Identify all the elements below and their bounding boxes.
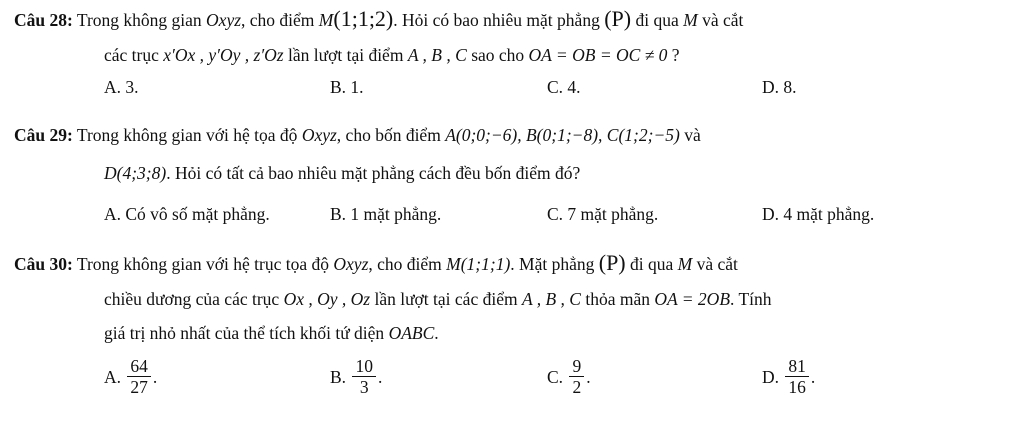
q29-option-a[interactable]: A. Có vô số mặt phẳng. xyxy=(104,204,270,224)
q30-option-b-fraction xyxy=(352,356,376,397)
q30-option-c-fraction xyxy=(569,356,584,397)
q30-math-points: A , B , C xyxy=(521,289,581,309)
q30-option-d[interactable]: D. $\frac{81}{16}$ . xyxy=(762,356,816,397)
q28-option-b[interactable]: B. 1. xyxy=(330,77,364,97)
q28-math-m: M xyxy=(318,10,334,30)
q28-line-1 xyxy=(14,8,743,31)
fraction-denominator: 16 xyxy=(788,377,806,397)
q28-text: . Hỏi có bao nhiêu mặt phẳng xyxy=(393,10,605,30)
q30-text: Trong không gian với hệ trục tọa độ xyxy=(72,254,334,274)
q28-option-a[interactable]: A. 3. xyxy=(104,77,139,97)
q29-text: . Hỏi có tất cả bao nhiêu mặt phẳng cách đều bốn điểm đó? xyxy=(166,163,581,183)
q30-line-2 xyxy=(104,288,772,310)
q30-line-1 xyxy=(14,252,738,275)
q30-text: . xyxy=(434,323,439,343)
fraction-numerator: 64 xyxy=(127,356,151,377)
q28-text: lần lượt tại điểm xyxy=(283,45,408,65)
q30-text: giá trị nhỏ nhất của thể tích khối tứ diện xyxy=(104,323,389,343)
q28-text: ? xyxy=(667,45,680,65)
q29-text: và xyxy=(679,125,701,145)
q28-text: các trục xyxy=(104,45,164,65)
q28-option-c[interactable]: C. 4. xyxy=(547,77,581,97)
q30-option-c[interactable]: C. $\frac{9}{2}$ . xyxy=(547,356,591,397)
q30-math-condition: OA = 2OB xyxy=(654,289,731,309)
fraction-denominator: 2 xyxy=(572,377,582,397)
q28-math-oxyz: Oxyz xyxy=(206,10,242,30)
q30-line-3 xyxy=(104,322,439,344)
fraction-denominator: 27 xyxy=(130,377,148,397)
q28-math-points: A , B , C xyxy=(407,45,467,65)
q30-math-oxyz: Oxyz xyxy=(333,254,369,274)
q30-math-m: M(1;1;1) xyxy=(446,254,511,274)
q30-math-axes: Ox , Oy , Oz xyxy=(283,289,371,309)
q29-option-b[interactable]: B. 1 mặt phẳng. xyxy=(330,204,442,224)
q30-option-b-label: B. xyxy=(330,366,347,387)
q28-option-d[interactable]: D. 8. xyxy=(762,77,797,97)
q30-option-c-label: C. xyxy=(547,366,564,387)
q28-text: Trong không gian xyxy=(72,10,207,30)
q30-option-a-label: A. xyxy=(104,366,122,387)
q29-label: Câu 29: xyxy=(14,125,73,145)
fraction-numerator: 81 xyxy=(785,356,809,377)
q29-math-oxyz: Oxyz xyxy=(301,125,337,145)
q28-math-condition: OA = OB = OC ≠ 0 xyxy=(528,45,668,65)
q30-option-a[interactable]: A. $\frac{64}{27}$ . xyxy=(104,356,158,397)
q30-text: lần lượt tại các điểm xyxy=(370,289,522,309)
q30-text: đi qua xyxy=(625,254,678,274)
q30-math-m: M xyxy=(677,254,693,274)
q30-option-d-fraction xyxy=(785,356,809,397)
q29-option-c[interactable]: C. 7 mặt phẳng. xyxy=(547,204,659,224)
fraction-denominator: 3 xyxy=(359,377,369,397)
q28-line-2 xyxy=(104,44,680,66)
q30-option-d-label: D. xyxy=(762,366,780,387)
q30-option-a-fraction xyxy=(127,356,151,397)
q30-math-p: (P) xyxy=(598,250,626,275)
q30-text: , cho điểm xyxy=(368,254,447,274)
q28-math-m: M xyxy=(683,10,698,30)
q30-text: . Tính xyxy=(730,289,772,309)
fraction-numerator: 10 xyxy=(352,356,376,377)
q30-text: chiều dương của các trục xyxy=(104,289,284,309)
q30-text: thỏa mãn xyxy=(580,289,655,309)
q29-math-points: A(0;0;−6), B(0;1;−8), C(1;2;−5) xyxy=(445,125,680,145)
q29-text: , cho bốn điểm xyxy=(336,125,446,145)
q29-line-2 xyxy=(104,162,580,184)
q28-label: Câu 28: xyxy=(14,10,73,30)
q28-text: đi qua xyxy=(631,10,684,30)
q28-text: , cho điểm xyxy=(241,10,319,30)
q30-text: . Mặt phẳng xyxy=(510,254,599,274)
q29-math-d: D(4;3;8) xyxy=(104,163,167,183)
q29-line-1 xyxy=(14,124,701,146)
q30-text: và cắt xyxy=(692,254,738,274)
q28-math-axes: x′Ox , y′Oy , z′Oz xyxy=(163,45,284,65)
q28-math-p: (P) xyxy=(604,6,632,31)
fraction-numerator: 9 xyxy=(569,356,584,377)
q28-text: và cắt xyxy=(697,10,744,30)
q29-text: Trong không gian với hệ tọa độ xyxy=(72,125,302,145)
q30-label: Câu 30: xyxy=(14,254,73,274)
q29-option-d[interactable]: D. 4 mặt phẳng. xyxy=(762,204,875,224)
q30-option-b[interactable]: B. $\frac{10}{3}$ . xyxy=(330,356,383,397)
q28-text: sao cho xyxy=(466,45,529,65)
q28-math-coords: (1;1;2) xyxy=(333,6,394,31)
q30-math-object: OABC xyxy=(388,323,435,343)
